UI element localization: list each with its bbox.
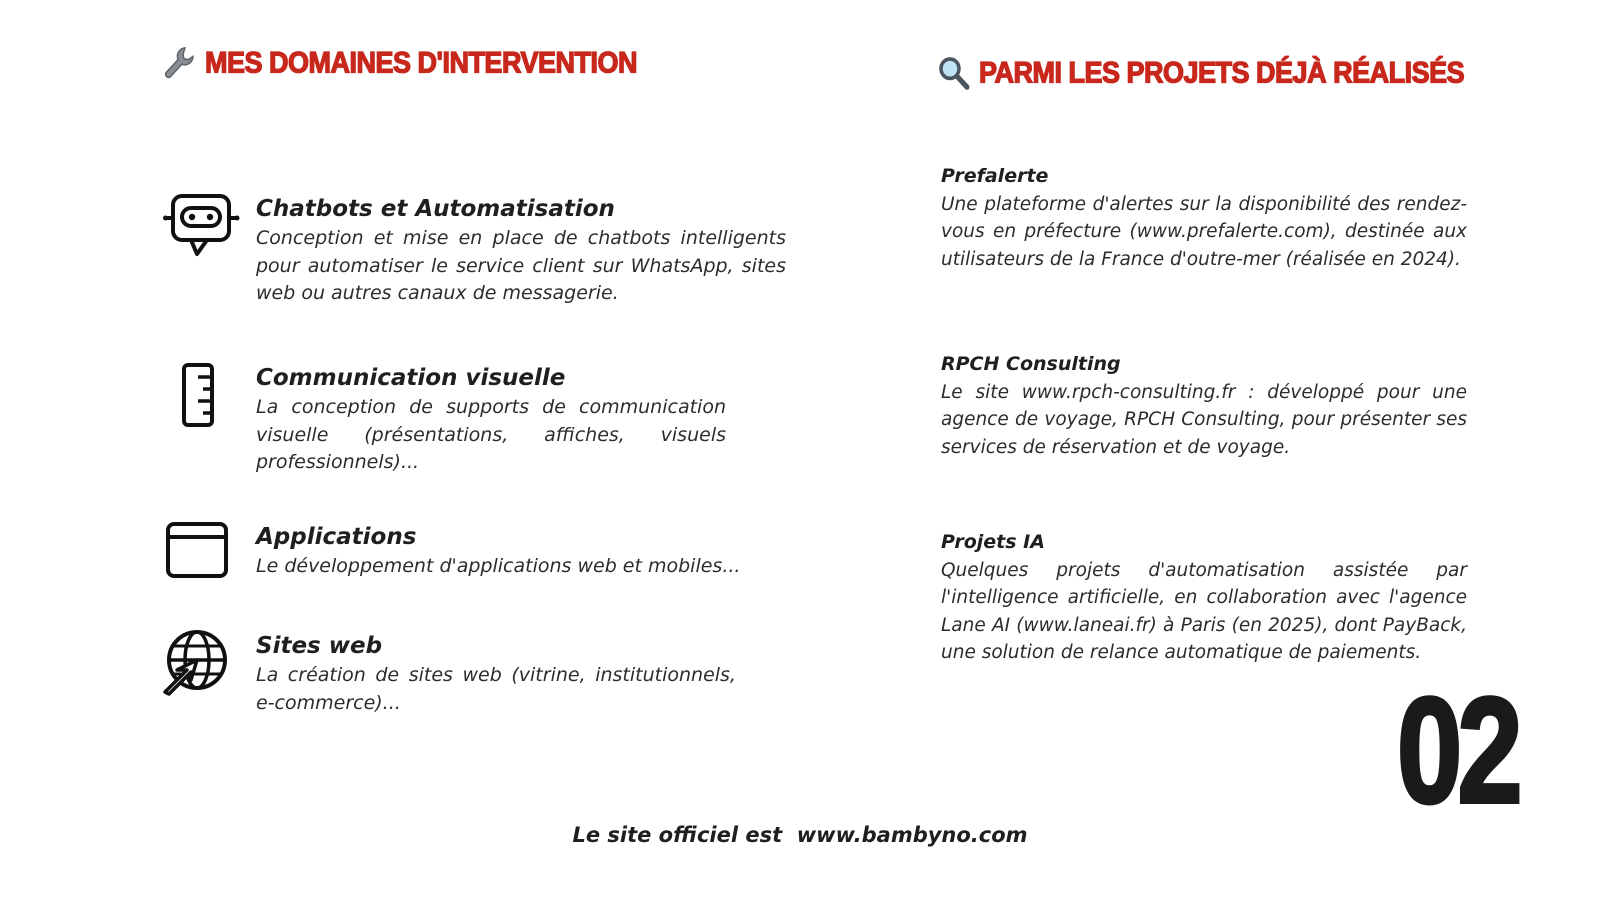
globe-cursor-icon — [163, 630, 241, 700]
service-title: Applications — [256, 524, 417, 550]
service-title: Communication visuelle — [256, 365, 566, 391]
project-title: Projets IA — [941, 531, 1045, 553]
project-item — [941, 163, 1467, 273]
service-description: La création de sites web (vitrine, institutionnels, e-commerce)... — [256, 664, 736, 714]
footer-website: Le site officiel est www.bambyno.com — [572, 823, 1028, 847]
project-description: Quelques projets d'automatisation assistée par l'intelligence artificielle, en collaboration avec l'agence Lane AI (www.laneai.fr) à Paris (en 2025), dont PayBack, une solution de relance automatique de paiements. — [941, 559, 1467, 663]
ruler-icon — [163, 362, 241, 432]
section-heading-domains-text: MES DOMAINES D'INTERVENTION — [205, 46, 637, 79]
service-title: Sites web — [256, 633, 383, 659]
section-heading-projects — [937, 55, 1464, 92]
magnifier-icon — [937, 55, 971, 92]
project-description: Le site www.rpch-consulting.fr : développé pour une agence de voyage, RPCH Consulting, pour présenter ses services de réservation et de voyage. — [941, 381, 1467, 458]
project-item — [941, 351, 1467, 461]
project-description: Une plateforme d'alertes sur la disponibilité des rendez-vous en préfecture (www.prefalerte.com), destinée aux utilisateurs de la France d'outre-mer (réalisée en 2024). — [941, 193, 1467, 270]
service-description: Le développement d'applications web et mobiles... — [256, 555, 741, 577]
chatbot-icon — [163, 193, 241, 263]
wrench-icon — [163, 45, 197, 82]
service-title: Chatbots et Automatisation — [256, 196, 615, 222]
page-number: 02 — [1397, 666, 1518, 834]
section-heading-domains — [163, 45, 637, 82]
project-title: Prefalerte — [941, 165, 1049, 187]
browser-window-icon — [163, 521, 241, 591]
service-description: Conception et mise en place de chatbots intelligents pour automatiser le service client sur WhatsApp, sites web ou autres canaux de messagerie. — [256, 227, 786, 304]
service-description: La conception de supports de communication visuelle (présentations, affiches, visuels professionnels)... — [256, 396, 726, 473]
project-item — [941, 529, 1467, 667]
section-heading-projects-text: PARMI LES PROJETS DÉJÀ RÉALISÉS — [979, 56, 1465, 89]
project-title: RPCH Consulting — [941, 353, 1121, 375]
